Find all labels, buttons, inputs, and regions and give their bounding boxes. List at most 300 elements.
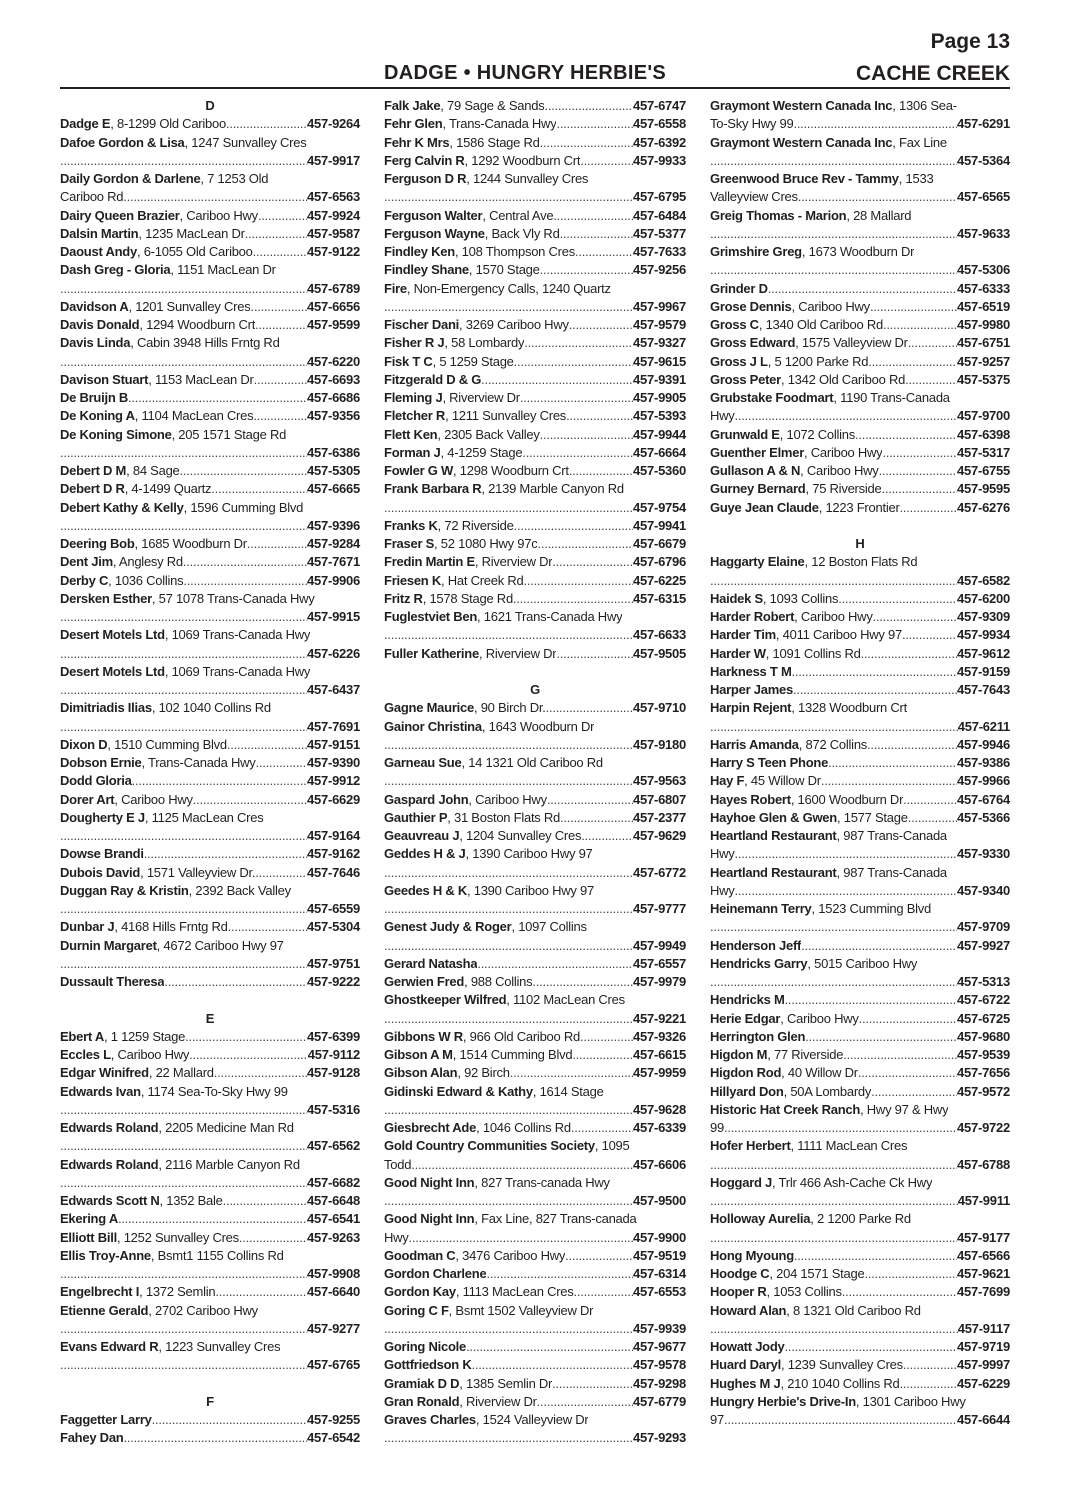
- listing-name: De Koning A: [60, 408, 135, 424]
- listing-name: Grinder D: [710, 280, 768, 296]
- listing-entry: [710, 809, 1010, 827]
- listing-entry: [384, 1265, 686, 1283]
- listing-phone: 457-5317: [957, 444, 1010, 460]
- listing-entry: [60, 1046, 360, 1064]
- listing-line: [384, 845, 686, 863]
- dot-leader: [223, 1192, 307, 1210]
- listing-phone: 457-9222: [307, 974, 360, 989]
- listing-entry: [60, 1064, 360, 1082]
- listing-address: Riverview Dr: [485, 645, 557, 661]
- listing-name: Fuglestviet Ben: [384, 609, 478, 624]
- listing-phone: 457-6795: [633, 189, 686, 205]
- listing-phone: 457-7643: [957, 682, 1010, 697]
- listing-phone: 457-7633: [633, 244, 686, 259]
- dot-leader: [537, 1393, 633, 1411]
- listing-name: Dorer Art: [60, 791, 115, 807]
- listing-phone: 457-7671: [307, 554, 360, 570]
- listing-line: [384, 389, 686, 407]
- listing-line: [710, 845, 1010, 863]
- listing-address-cont: Cariboo Rd: [60, 189, 124, 205]
- listing-text: Dadge E, 8-1299 Old Cariboo: [60, 116, 226, 132]
- listing-line: [710, 426, 1010, 444]
- listing-entry: [384, 1411, 686, 1448]
- listing-text: Duggan Ray & Kristin, 2392 Back Valley: [60, 882, 291, 898]
- listing-name: Davis Linda: [60, 335, 131, 351]
- listing-line: [384, 645, 686, 663]
- listing-name: Higdon M: [710, 1047, 768, 1062]
- listing-line: [384, 900, 686, 918]
- dot-leader: [60, 827, 307, 845]
- listing-name: Dunbar J: [60, 919, 115, 935]
- listing-line: [384, 937, 686, 955]
- listing-entry: [384, 407, 686, 425]
- listing-entry: [60, 736, 360, 754]
- listing-line: [60, 152, 360, 170]
- dot-leader: [60, 1137, 307, 1155]
- dot-leader: [882, 444, 957, 462]
- listing-address: 31 Boston Flats Rd: [453, 809, 561, 825]
- listing-name: Davison Stuart: [60, 371, 149, 387]
- listing-entry: [384, 426, 686, 444]
- listing-line: [60, 1302, 360, 1320]
- listing-line: [384, 1247, 686, 1265]
- dot-leader: [883, 316, 957, 334]
- listing-address: Anglesy Rd: [118, 554, 183, 570]
- listing-entry: [384, 353, 686, 371]
- listing-line: [710, 444, 1010, 462]
- listing-name: Fehr Glen: [384, 116, 443, 132]
- listing-name: Gramiak D D: [384, 1375, 460, 1391]
- dot-leader: [540, 134, 633, 152]
- listing-line: [710, 1028, 1010, 1046]
- listing-text: Gagne Maurice, 90 Birch Dr.: [384, 700, 546, 716]
- listing-address: 1685 Woodburn Dr: [141, 536, 247, 551]
- listing-name: Harder W: [710, 645, 766, 661]
- listing-text: Good Night Inn, Fax Line, 827 Trans-canada: [384, 1211, 637, 1227]
- listing-line: [710, 1229, 1010, 1247]
- listing-line: [60, 699, 360, 717]
- listing-line: [384, 1320, 686, 1338]
- listing-address: 22 Mallard: [155, 1065, 214, 1081]
- listing-entry: [60, 1083, 360, 1120]
- listing-phone: 457-6796: [633, 554, 686, 570]
- listing-name: Grunwald E: [710, 426, 780, 442]
- listing-address: 1570 Stage: [475, 262, 540, 278]
- dot-leader: [60, 1101, 307, 1119]
- listing-address: 1097 Collins: [518, 919, 587, 935]
- dot-leader: [546, 699, 633, 717]
- listing-line: [60, 1137, 360, 1155]
- listing-text: [60, 1429, 124, 1447]
- listing-phone: 457-6392: [633, 134, 686, 150]
- listing-name: Goring Nicole: [384, 1339, 466, 1354]
- listing-address: 966 Old Cariboo Rd: [469, 1028, 580, 1044]
- dot-leader: [384, 626, 633, 644]
- listing-line: [384, 626, 686, 644]
- listing-phone: 457-9390: [307, 755, 360, 770]
- listing-address: 5 1200 Parke Rd: [774, 353, 869, 369]
- listing-entry: [60, 1028, 360, 1046]
- listing-entry: [60, 1119, 360, 1156]
- listing-text: Fehr Glen, Trans-Canada Hwy: [384, 116, 557, 132]
- listing-text: Hoodge C, 204 1571 Stage: [710, 1266, 865, 1281]
- listing-phone: 457-9628: [633, 1101, 686, 1117]
- listing-name: Evans Edward R: [60, 1339, 159, 1354]
- listing-text: Hughes M J, 210 1040 Collins Rd: [710, 1375, 900, 1391]
- listing-phone: 457-9906: [307, 572, 360, 588]
- listing-entry: [384, 1210, 686, 1247]
- dot-leader: [560, 809, 633, 827]
- listing-line: [710, 1174, 1010, 1192]
- listing-entry: [710, 298, 1010, 316]
- listing-phone: 457-6640: [307, 1284, 360, 1300]
- listing-entry: [384, 225, 686, 243]
- listing-entry: [710, 1265, 1010, 1283]
- listing-line: [60, 1192, 360, 1210]
- listing-address: 79 Sage & Sands: [447, 98, 545, 113]
- dot-leader: [793, 115, 957, 133]
- listing-phone: 457-6291: [957, 116, 1010, 132]
- dot-leader: [226, 115, 307, 133]
- listing-address: 5015 Cariboo Hwy: [814, 955, 918, 971]
- listing-address: 1643 Woodburn Dr: [488, 718, 595, 734]
- listing-line: [60, 1229, 360, 1247]
- listing-line: [710, 645, 1010, 663]
- listing-entry: [710, 864, 1010, 901]
- listing-address: 1113 MacLean Cres: [462, 1284, 574, 1300]
- dot-leader: [510, 1064, 633, 1082]
- listing-entry: [384, 572, 686, 590]
- dot-leader: [710, 261, 957, 279]
- listing-line: [710, 371, 1010, 389]
- blank-line: [60, 1375, 360, 1393]
- listing-line: [710, 1411, 1010, 1429]
- dot-leader: [735, 407, 958, 425]
- listing-name: Franks K: [384, 517, 438, 533]
- listing-phone: 457-5316: [307, 1101, 360, 1117]
- dot-leader: [581, 827, 633, 845]
- dot-leader: [855, 426, 957, 444]
- listing-address: 92 Birch: [464, 1065, 510, 1081]
- listing-name: Fredin Martin E: [384, 554, 475, 570]
- listing-phone: 457-9309: [957, 609, 1010, 624]
- listing-name: Hong Myoung: [710, 1247, 794, 1263]
- listing-text: Dixon D, 1510 Cumming Blvd: [60, 736, 227, 752]
- dot-leader: [144, 845, 307, 863]
- listing-text: Guye Jean Claude, 1223 Frontier: [710, 499, 900, 515]
- listing-line: [710, 389, 1010, 407]
- listing-name: Fritz R: [384, 590, 423, 606]
- listing-entry: [710, 243, 1010, 280]
- listing-address: 1244 Sunvalley Cres: [472, 171, 589, 186]
- listing-address: 4672 Cariboo Hwy 97: [163, 937, 284, 953]
- listing-address: 57 1078 Trans-Canada Hwy: [158, 590, 315, 606]
- listing-address: 3269 Cariboo Hwy: [465, 317, 569, 332]
- listing-entry: [60, 809, 360, 846]
- listing-line: [384, 791, 686, 809]
- listing-name: Daily Gordon & Darlene: [60, 171, 201, 186]
- listing-phone: 457-6553: [633, 1284, 686, 1300]
- listing-name: Eccles L: [60, 1047, 111, 1062]
- listing-line: [710, 115, 1010, 133]
- listing-address: 90 Birch Dr.: [480, 700, 546, 716]
- listing-name: Graymont Western Canada Inc: [710, 134, 893, 150]
- listing-entry: [710, 1010, 1010, 1028]
- listing-phone: 457-9915: [307, 609, 360, 624]
- listing-line: [710, 152, 1010, 170]
- listing-line: [710, 590, 1010, 608]
- running-head-city: CACHE CREEK: [855, 62, 1010, 85]
- listing-line: [60, 115, 360, 133]
- dot-leader: [805, 1028, 957, 1046]
- listing-name: Dimitriadis Ilias: [60, 700, 152, 716]
- listing-phone: 457-9177: [957, 1229, 1010, 1245]
- listing-text: Gainor Christina, 1643 Woodburn Dr: [384, 718, 595, 734]
- dot-leader: [124, 1429, 308, 1447]
- dot-leader: [710, 1229, 957, 1247]
- listing-name: Gordon Kay: [384, 1284, 456, 1300]
- dot-leader: [514, 517, 633, 535]
- listing-phone: 457-9122: [307, 244, 360, 259]
- listing-name: Dersken Esther: [60, 590, 152, 606]
- listing-line: [384, 973, 686, 991]
- listing-entry: [60, 1192, 360, 1210]
- listing-address: Trans-Canada Hwy: [448, 116, 557, 132]
- listing-name: Dowse Brandi: [60, 846, 144, 862]
- listing-name: Ellis Troy-Anne: [60, 1247, 151, 1263]
- listing-text: [60, 1411, 152, 1429]
- listing-name: Haggarty Elaine: [710, 554, 805, 570]
- listing-address: 827 Trans-canada Hwy: [481, 1174, 610, 1190]
- listing-entry: [384, 791, 686, 809]
- listing-address: 1578 Stage Rd: [429, 590, 513, 606]
- listing-entry: [60, 115, 360, 133]
- listing-text: Dimitriadis Ilias, 102 1040 Collins Rd: [60, 700, 271, 716]
- listing-line: [384, 1010, 686, 1028]
- listing-line: [384, 718, 686, 736]
- listing-phone: 457-9572: [957, 1083, 1010, 1099]
- listing-line: [710, 316, 1010, 334]
- listing-line: [710, 298, 1010, 316]
- listing-line: [60, 316, 360, 334]
- dot-leader: [193, 791, 307, 809]
- listing-line: [384, 1302, 686, 1320]
- listing-name: Ebert A: [60, 1028, 104, 1044]
- listing-entry: [710, 699, 1010, 736]
- listing-text: Goring C F, Bsmt 1502 Valleyview Dr: [384, 1302, 594, 1318]
- dot-leader: [735, 845, 958, 863]
- listing-text: Deering Bob, 1685 Woodburn Dr: [60, 536, 247, 551]
- listing-line: [710, 882, 1010, 900]
- listing-line: [60, 1411, 360, 1429]
- listing-name: Harder Robert: [710, 609, 795, 624]
- listing-phone: 457-6398: [957, 426, 1010, 442]
- listing-text: Derby C, 1036 Collins: [60, 572, 184, 588]
- listing-text: Higdon M, 77 Riverside: [710, 1047, 844, 1062]
- listing-entry: [384, 1083, 686, 1120]
- listing-line: [384, 699, 686, 717]
- dot-leader: [881, 480, 957, 498]
- dot-leader: [903, 791, 957, 809]
- listing-address: 1046 Collins Rd: [482, 1120, 571, 1135]
- listing-line: [384, 152, 686, 170]
- listing-text: Dersken Esther, 57 1078 Trans-Canada Hwy: [60, 590, 315, 606]
- listing-phone: 457-6765: [307, 1357, 360, 1373]
- listing-address: 7 1253 Old: [207, 171, 269, 186]
- listing-line: [384, 1375, 686, 1393]
- dot-leader: [870, 298, 957, 316]
- listing-address-cont: 99: [710, 1120, 724, 1135]
- listing-entry: [710, 937, 1010, 955]
- dot-leader: [580, 1028, 633, 1046]
- listing-line: [60, 225, 360, 243]
- listing-text: [710, 280, 768, 298]
- listing-name: Ferguson Walter: [384, 207, 483, 223]
- dot-leader: [384, 1192, 633, 1210]
- listing-name: Debert Kathy & Kelly: [60, 499, 184, 515]
- listing-entry: [384, 152, 686, 170]
- listing-text: Fisher R J, 58 Lombardy: [384, 335, 525, 351]
- listing-text: Ferguson Wayne, Back Vly Rd: [384, 225, 560, 241]
- listing-text: Grimshire Greg, 1673 Woodburn Dr: [710, 244, 915, 259]
- listing-name: Dougherty E J: [60, 809, 145, 825]
- listing-phone: 457-5304: [307, 919, 360, 935]
- listing-text: Davison Stuart, 1153 MacLean Dr: [60, 371, 254, 387]
- listing-address: 77 Riverside: [773, 1047, 844, 1062]
- listing-address: 1151 MacLean Dr: [177, 262, 276, 278]
- listing-line: [384, 1210, 686, 1228]
- listing-line: [710, 791, 1010, 809]
- listing-text: Forman J, 4-1259 Stage: [384, 444, 523, 460]
- listing-address: 2205 Medicine Man Rd: [165, 1120, 294, 1135]
- listing-text: Graymont Western Canada Inc, Fax Line: [710, 134, 947, 150]
- listing-name: Gibbons W R: [384, 1028, 463, 1044]
- listing-phone: 457-6772: [633, 864, 686, 880]
- listing-name: Geedes H & K: [384, 882, 467, 898]
- listing-line: [60, 462, 360, 480]
- listing-address: 2305 Back Valley: [444, 426, 540, 442]
- listing-entry: [710, 134, 1010, 171]
- listing-line: [60, 1283, 360, 1301]
- listing-entry: [710, 499, 1010, 517]
- listing-line: [710, 1247, 1010, 1265]
- listing-entry: [60, 699, 360, 736]
- listing-entry: [710, 280, 1010, 298]
- listing-phone: 457-6541: [307, 1211, 360, 1227]
- listing-entry: [710, 772, 1010, 790]
- listing-name: Geddes H & J: [384, 846, 466, 862]
- listing-phone: 457-6582: [957, 572, 1010, 588]
- listing-address: 2702 Cariboo Hwy: [154, 1302, 258, 1318]
- listing-address: 204 1571 Stage: [776, 1266, 865, 1281]
- listing-line: [384, 462, 686, 480]
- listing-address: 1069 Trans-Canada Hwy: [171, 627, 311, 643]
- listing-text: Eccles L, Cariboo Hwy: [60, 1047, 190, 1062]
- listing-phone: 457-6747: [633, 98, 686, 113]
- listing-address: 4168 Hills Frntg Rd: [121, 919, 228, 935]
- listing-address: Cariboo Hwy: [117, 1047, 190, 1062]
- listing-name: De Bruijn B: [60, 390, 129, 405]
- listing-entry: [60, 207, 360, 225]
- listing-line: [710, 1302, 1010, 1320]
- listing-address: 1533: [905, 171, 934, 186]
- listing-entry: [384, 389, 686, 407]
- listing-entry: [384, 590, 686, 608]
- listing-address: 4-1259 Stage: [447, 444, 523, 460]
- listing-name: Harkness T M: [710, 663, 792, 679]
- listing-entry: [710, 590, 1010, 608]
- listing-phone: 457-9908: [307, 1266, 360, 1281]
- listing-phone: 457-6566: [957, 1247, 1010, 1263]
- listing-address: 1342 Old Cariboo Rd: [787, 371, 906, 387]
- listing-address: 1385 Semlin Dr: [466, 1375, 553, 1391]
- running-head-range: DADGE • HUNGRY HERBIE'S: [384, 62, 667, 84]
- listing-text: Frank Barbara R, 2139 Marble Canyon Rd: [384, 481, 624, 497]
- listing-address: 1301 Cariboo Hwy: [862, 1393, 966, 1409]
- listing-name: Dash Greg - Gloria: [60, 262, 171, 278]
- listing-name: Gross Peter: [710, 371, 781, 387]
- listing-name: Good Night Inn: [384, 1174, 475, 1190]
- listing-name: Harris Amanda: [710, 736, 799, 752]
- listing-entry: [384, 1174, 686, 1211]
- listing-text: Harder W, 1091 Collins Rd: [710, 645, 861, 661]
- listing-phone: 457-9595: [957, 481, 1010, 497]
- dot-leader: [843, 1046, 957, 1064]
- listing-name: Fehr K Mrs: [384, 134, 450, 150]
- listing-name: Dixon D: [60, 736, 108, 752]
- listing-line: [384, 371, 686, 389]
- listing-text: Dubois David, 1571 Valleyview Dr.: [60, 864, 256, 880]
- dot-leader: [477, 955, 633, 973]
- listing-text: Dafoe Gordon & Lisa, 1247 Sunvalley Cres: [60, 134, 307, 150]
- listing-entry: [710, 1046, 1010, 1064]
- listing-text: [60, 389, 128, 407]
- dot-leader: [60, 955, 307, 973]
- dot-leader: [553, 207, 633, 225]
- listing-entry: [710, 334, 1010, 352]
- listing-entry: [710, 754, 1010, 772]
- listing-entry: [60, 882, 360, 919]
- listing-address: 1174 Sea-To-Sky Hwy 99: [147, 1083, 288, 1099]
- listing-address: Cariboo Hwy: [800, 609, 873, 624]
- dot-leader: [384, 900, 633, 918]
- listing-line: [60, 663, 360, 681]
- listing-text: Edwards Roland, 2116 Marble Canyon Rd: [60, 1156, 300, 1172]
- listing-address: 1091 Collins Rd: [772, 645, 861, 661]
- listing-line: [710, 1265, 1010, 1283]
- listing-line: [60, 1064, 360, 1082]
- listing-entry: [60, 754, 360, 772]
- listing-phone: 457-5393: [633, 408, 686, 424]
- dot-leader: [859, 1010, 957, 1028]
- listing-name: Hungry Herbie's Drive-In: [710, 1393, 856, 1409]
- listing-phone: 457-9159: [957, 663, 1010, 679]
- listing-line: [710, 1046, 1010, 1064]
- listing-address: 1621 Trans-Canada Hwy: [483, 609, 623, 624]
- listing-name: Desert Motels Ltd: [60, 627, 165, 643]
- listing-phone: 457-9967: [633, 298, 686, 314]
- listing-text: Debert D R, 4-1499 Quartz: [60, 481, 212, 497]
- dot-leader: [384, 1429, 633, 1447]
- listing-line: [710, 134, 1010, 152]
- listing-text: Edgar Winifred, 22 Mallard: [60, 1065, 214, 1081]
- listing-line: [710, 681, 1010, 699]
- listing-entry: [710, 353, 1010, 371]
- listing-phone: 457-6484: [633, 207, 686, 223]
- dot-leader: [547, 791, 633, 809]
- listing-phone: 457-9979: [633, 974, 686, 989]
- listing-line: [710, 353, 1010, 371]
